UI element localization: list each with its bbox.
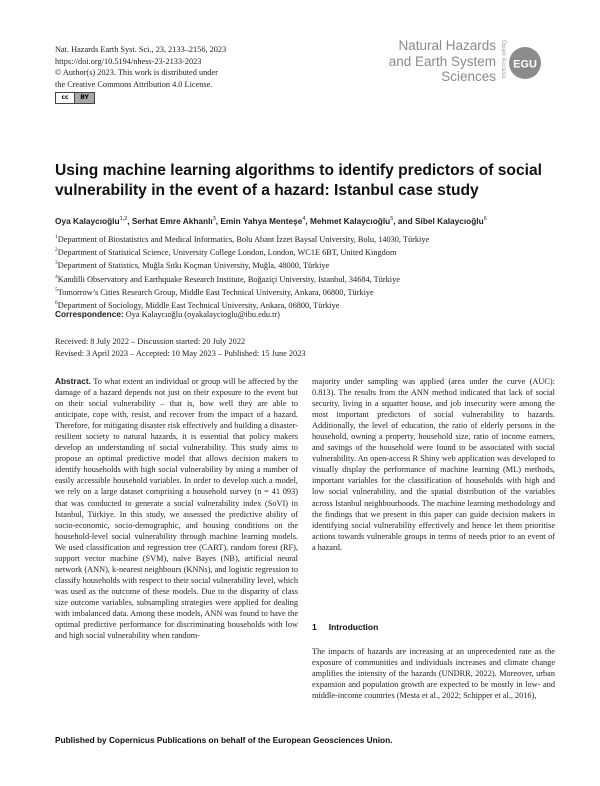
abstract-column-left [55, 376, 298, 641]
affiliation-item: $^6$Department of Sociology, Middle East Technical University, Ankara, 06800, Türkiye [55, 299, 340, 310]
affiliation-item: $^3$Department of Statistics, Muğla Sıtkı Koçman University, Muğla, 48000, Türkiye [55, 260, 330, 271]
cc-icon: cc [56, 93, 75, 103]
doi-link[interactable]: https://doi.org/10.5194/nhess-23-2133-2023 [55, 56, 202, 66]
affiliation-item: $^1$Department of Biostatistics and Medical Informatics, Bolu Abant İzzet Baysal University, Bolu, 14030, Türkiye [55, 234, 430, 244]
author-list: Oya Kalaycıoğlu$^{1,2}$, Serhat Emre Akhanlı$^3$, Emin Yahya Menteşe$^4$, Mehmet Kalaycıoğlu$^5$, and Sibel Kalaycıoğlu$^6$ [55, 215, 487, 226]
copyright-line: © Author(s) 2023. This work is distributed under [55, 68, 218, 77]
introduction-text: The impacts of hazards are increasing at an unprecedented rate as the exposure of communities and individuals increases and climate change amplifies the intensity of the hazards (UNDRR, 2022). Moreover, urban expansion and population growth are expected to be mostly in low- and middle-income countries (Mesta et al., 2022; Schipper et al., 2016), [312, 647, 555, 701]
open-access-label: Open Access [500, 40, 506, 79]
journal-citation: Nat. Hazards Earth Syst. Sci., 23, 2133–2156, 2023 [55, 45, 227, 54]
affiliation-item: $^5$Tomorrow’s Cities Research Group, Middle East Technical University, Ankara, 06800, Türkiye [55, 286, 374, 297]
author-name: Emin Yahya Menteşe [220, 215, 303, 226]
dates-published: Revised: 3 April 2023 – Accepted: 10 May 2023 – Published: 15 June 2023 [55, 348, 306, 358]
by-icon: BY [80, 94, 89, 102]
journal-name: Natural Hazards and Earth System Sciences [388, 38, 496, 84]
author-name: Oya Kalaycıoğlu [55, 215, 120, 226]
author-affiliation-ref: 5 [390, 216, 394, 222]
article-header [55, 44, 226, 104]
cc-by-license-badge[interactable] [55, 92, 95, 104]
section-number: 1 [312, 622, 317, 632]
author-name: Mehmet Kalaycıoğlu [310, 215, 391, 226]
affiliation-item: $^4$Kandilli Observatory and Earthquake Research Institute, Boğaziçi University, Istanbul, 34684, Türkiye [55, 273, 400, 284]
author-affiliation-ref: 1,2 [119, 216, 128, 222]
author-name: Serhat Emre Akhanlı [131, 215, 213, 226]
correspondence [55, 309, 280, 319]
author-affiliation-ref: 3 [212, 216, 216, 222]
affiliation-list [55, 232, 555, 311]
egu-logo-icon [508, 46, 542, 80]
article-title: Using machine learning algorithms to identify predictors of social vulnerability in the event of a hazard: Istanbul case study [55, 162, 542, 199]
correspondence-contact[interactable]: Oya Kalaycıoğlu (oyakalaycioglu@ibu.edu.tr) [125, 310, 280, 319]
abstract-text-left: To what extent an individual or group will be affected by the damage of a hazard depends not just on their exposure to the event but on their social vulnerability – that is, how well they are able to anticipate, cope with, resist, and recover from the impact of a hazard. Therefore, for mitigating disaster risk effectively and building a disaster-resilient society to natural hazards, it is essential that policy makers develop an understanding of social vulnerability. This study aims to propose an optimal predictive model that allows decision makers to identify households with high social vulnerability by using a number of easily accessible household variables. In order to develop such a model, we rely on a large dataset comprising a household survey (n = 41 093) that was conducted to generate a social vulnerability index (SoVI) in Istanbul, Türkiye. In this study, we assessed the predictive ability of socio-economic, socio-demographic, and housing conditions on the household-level social vulnerability through machine learning models. We used classification and regression tree (CART), random forest (RF), support vector machine (SVM), naïve Bayes (NB), artificial neural network (ANN), k-nearest neighbours (KNNs), and logistic regression to classify households with respect to their social vulnerability level, which was used as the outcome of these models. Due to the disparity of class size outcome variables, subsampling strategies were applied for dealing with imbalanced data. Among these models, ANN was found to have the optimal predictive performance for discriminating households with low and high social vulnerability when random- [55, 377, 298, 641]
correspondence-label: Correspondence: [55, 309, 124, 319]
publisher-footer: Published by Copernicus Publications on behalf of the European Geosciences Union. [55, 735, 393, 745]
author-name: Sibel Kalaycıoğlu [414, 215, 484, 226]
abstract-column-right [312, 376, 555, 553]
abstract-label: Abstract. [55, 376, 91, 386]
author-affiliation-ref: 4 [302, 216, 306, 222]
publication-dates [55, 336, 306, 359]
abstract-text-right: majority under sampling was applied (area under the curve (AUC): 0.813). The results from the ANN method indicated that lack of social security, living in a squatter house, and job insecurity were among the most important predictors of social vulnerability to hazards. Additionally, the level of education, the ratio of elderly persons in the household, owning a property, household size, ratio of income earners, and savings of the household were found to be associated with social vulnerability. An open-access R Shiny web application was developed to visually display the performance of machine learning (ML) methods, important variables for the classification of households with high and low social vulnerability, and the spatial distribution of the variables across Istanbul neighbourhoods. The machine learning methodology and the findings that we present in this paper can guide decision makers in identifying social vulnerability effectively and hence let them prioritise actions towards vulnerable groups in terms of needs prior to an event of a hazard. [312, 377, 555, 552]
dates-received: Received: 8 July 2022 – Discussion started: 20 July 2022 [55, 337, 246, 346]
section-title: Introduction [328, 622, 379, 632]
affiliation-item: $^2$Department of Statistical Science, University College London, London, WC1E 6BT, United Kingdom [55, 247, 397, 257]
author-affiliation-ref: 6 [483, 216, 487, 222]
license-line: the Creative Commons Attribution 4.0 License. [55, 79, 213, 89]
egu-mark: EGU [513, 58, 537, 71]
section-heading-introduction [312, 622, 378, 632]
journal-logo [389, 38, 542, 85]
